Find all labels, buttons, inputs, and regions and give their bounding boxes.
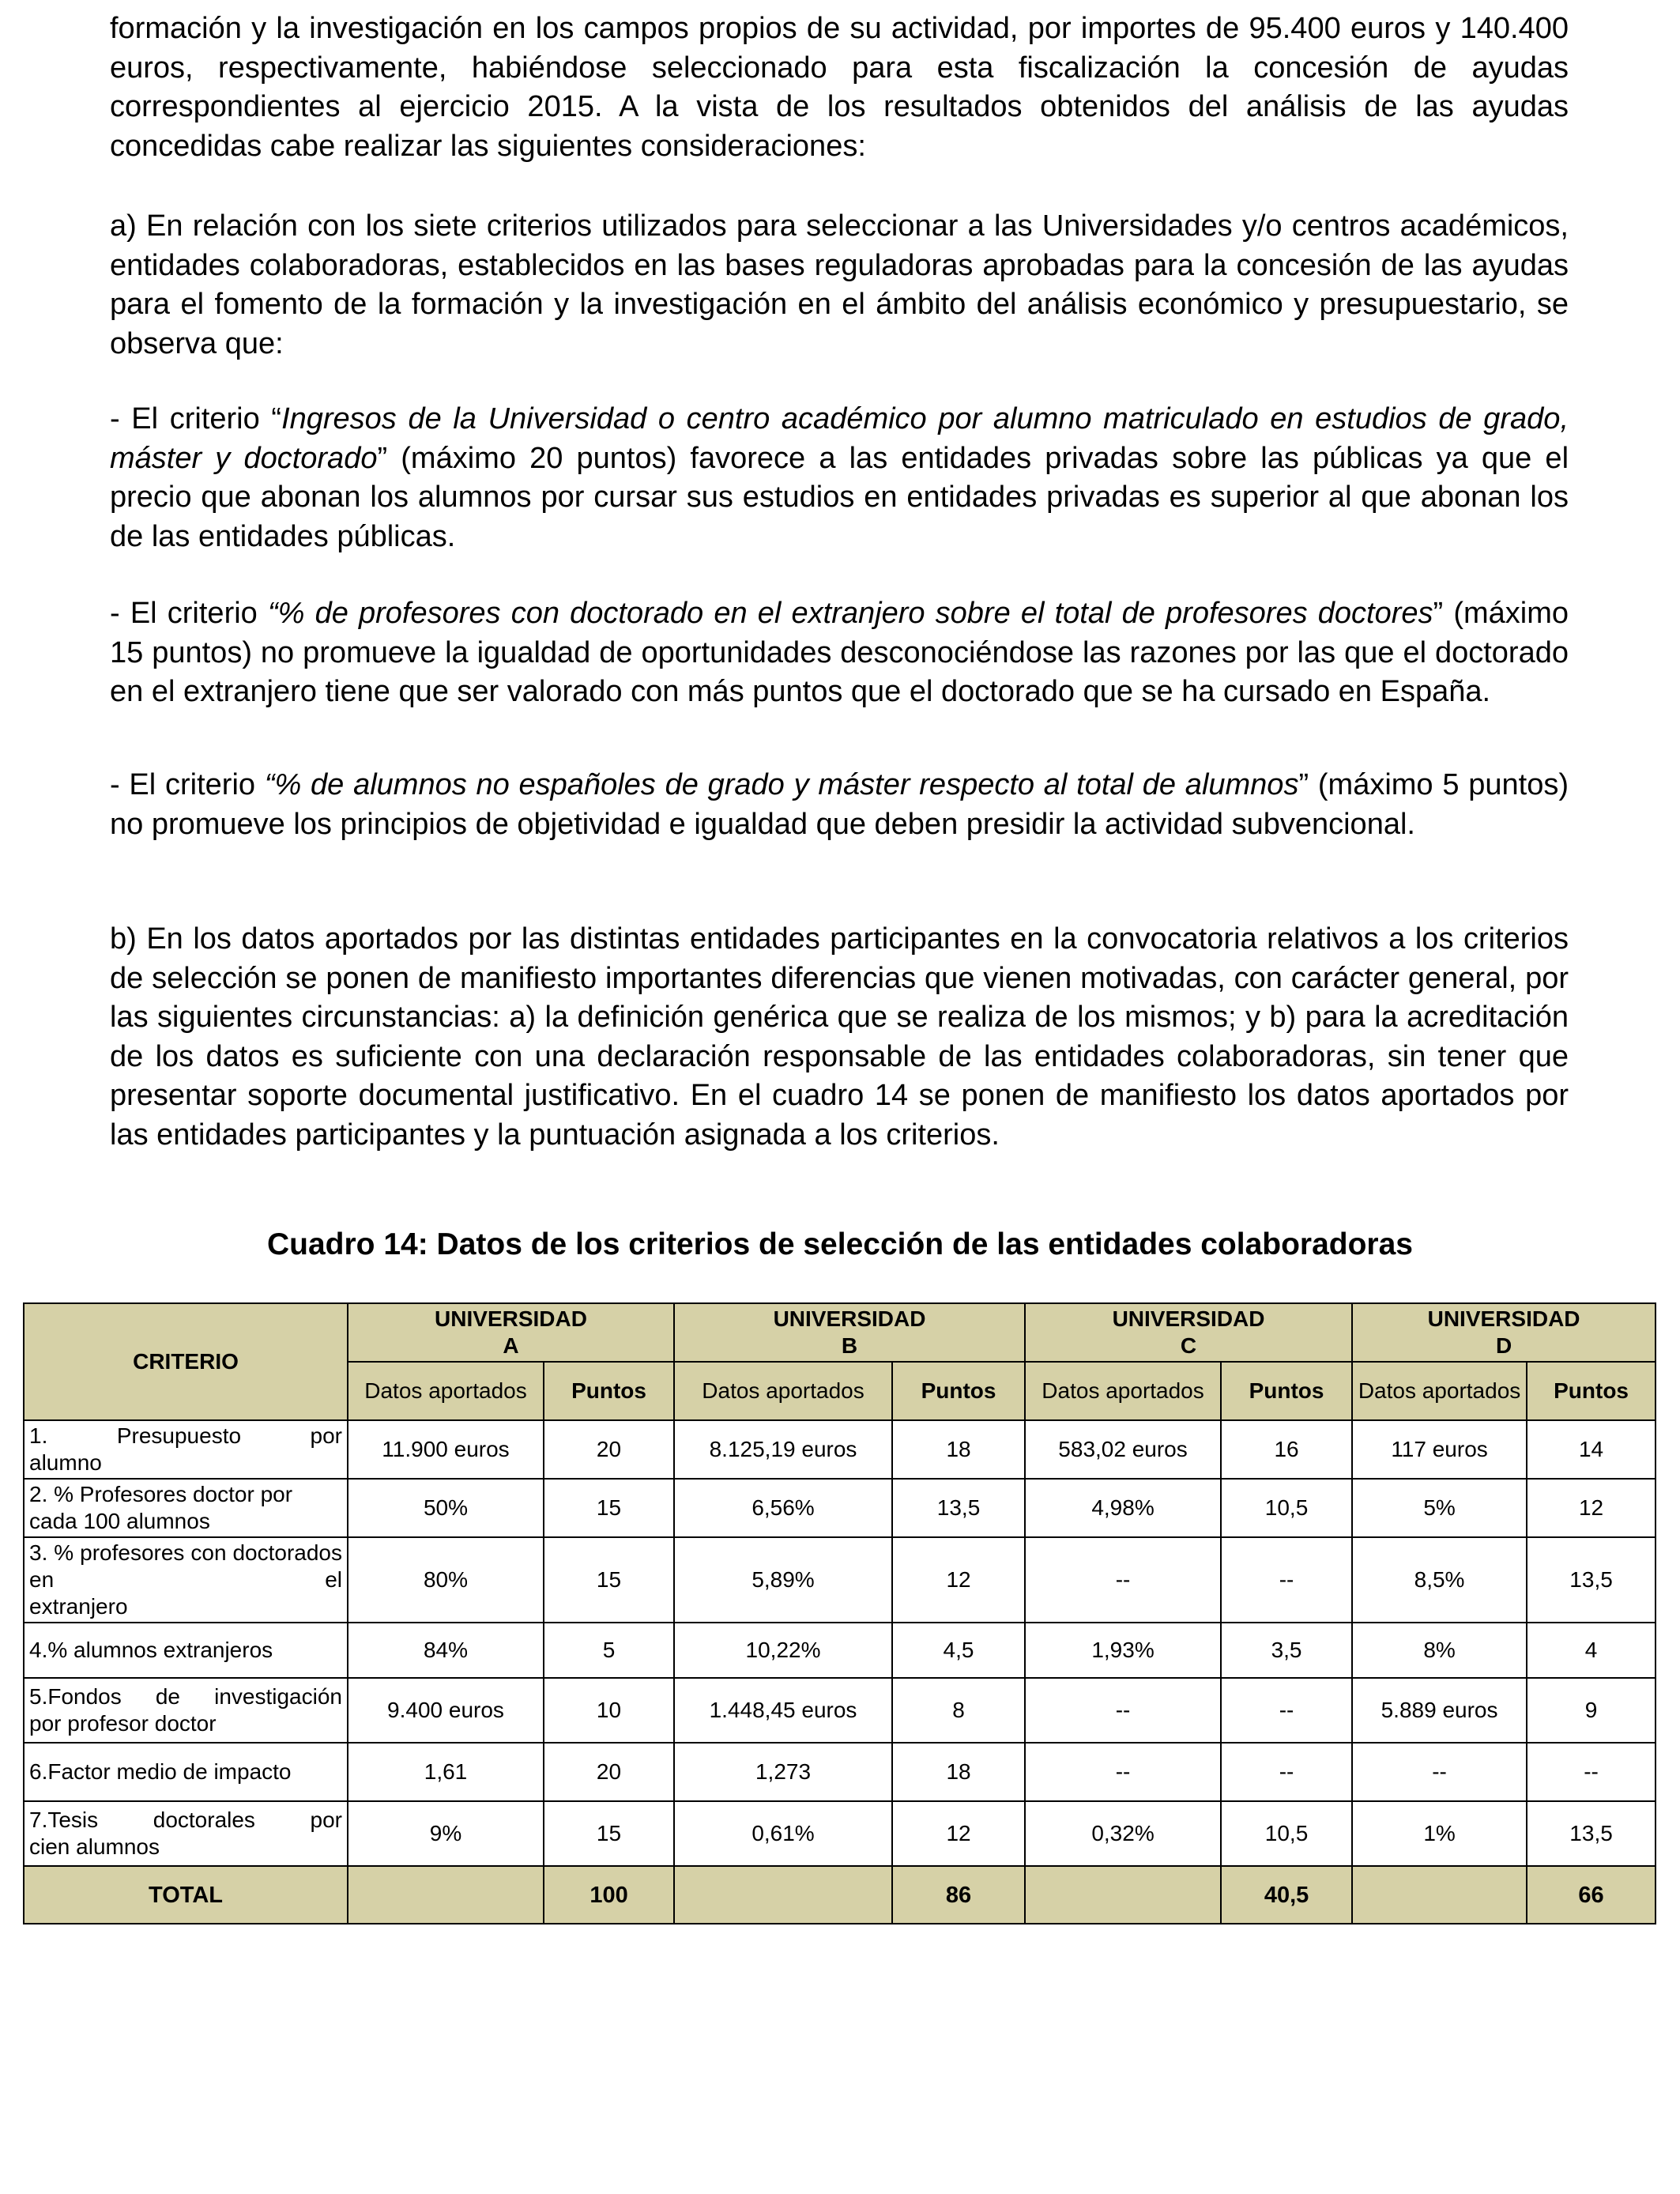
datos-cell: -- [1025,1537,1221,1623]
criterio-cell [24,1537,348,1623]
total-row [24,1866,1656,1924]
criterio-text: 7.Tesis doctorales por [29,1808,342,1832]
puntos-cell: 20 [544,1420,674,1479]
datos-cell: 1.448,45 euros [674,1678,892,1743]
text-run: - El criterio “ [110,402,282,435]
criterio-cell [24,1420,348,1479]
datos-cell: 0,32% [1025,1801,1221,1866]
datos-aportados-header: Datos aportados [348,1362,544,1420]
criterio-text: 6.Factor medio de impacto [29,1759,292,1784]
table-row [24,1420,1656,1479]
university-letter: C [1180,1333,1197,1358]
puntos-header: Puntos [544,1362,674,1420]
puntos-cell: 15 [544,1537,674,1623]
total-cell [348,1866,544,1924]
university-label: UNIVERSIDAD [435,1306,587,1331]
italic-criterion: “% de alumnos no españoles de grado y máster respecto al total de alumnos [264,768,1299,801]
criterio-cell [24,1479,348,1537]
datos-cell: 1% [1352,1801,1527,1866]
total-cell [1352,1866,1527,1924]
datos-cell: 80% [348,1537,544,1623]
italic-criterion: “% de profesores con doctorado en el extranjero sobre el total de profesores doctores [267,597,1433,630]
datos-aportados-header: Datos aportados [1025,1362,1221,1420]
university-letter: D [1495,1333,1512,1358]
datos-cell: -- [1025,1743,1221,1801]
text-run: - El criterio [110,768,265,801]
datos-aportados-header: Datos aportados [1352,1362,1527,1420]
puntos-cell: -- [1221,1537,1352,1623]
puntos-cell: 15 [544,1479,674,1537]
puntos-cell: 5 [544,1623,674,1678]
puntos-cell: 13,5 [1527,1537,1656,1623]
total-cell: 40,5 [1221,1866,1352,1924]
criterio-cell [24,1678,348,1743]
criterio-text: 4.% alumnos extranjeros [29,1638,273,1662]
datos-cell: 1,93% [1025,1623,1221,1678]
puntos-header: Puntos [1527,1362,1656,1420]
total-cell: 100 [544,1866,674,1924]
puntos-cell: 4 [1527,1623,1656,1678]
datos-cell: 6,56% [674,1479,892,1537]
datos-cell: 8.125,19 euros [674,1420,892,1479]
paragraph-text [110,766,1569,844]
criterio-cell [24,1743,348,1801]
university-header-c [1025,1303,1352,1362]
criterio-cell [24,1801,348,1866]
criterio-text: 5.Fondos de investigación [29,1684,342,1709]
total-cell [1025,1866,1221,1924]
datos-cell: 9% [348,1801,544,1866]
table-row [24,1623,1656,1678]
criteria-table [23,1302,1656,1924]
table-body [24,1420,1656,1866]
puntos-cell: 13,5 [1527,1801,1656,1866]
criterio-text: 2. % Profesores doctor por cada 100 alumnos [29,1482,293,1533]
table-title: Cuadro 14: Datos de los criterios de selección de las entidades colaboradoras [267,1227,1413,1261]
puntos-cell: 4,5 [892,1623,1025,1678]
criterio-text-last: alumno [29,1450,102,1475]
total-cell [674,1866,892,1924]
criterio-text: 1. Presupuesto por [29,1423,342,1448]
puntos-cell: 10 [544,1678,674,1743]
puntos-cell: 18 [892,1743,1025,1801]
text-run: - El criterio [110,597,268,630]
criterio-text-last: extranjero [29,1594,128,1619]
puntos-cell: 12 [1527,1479,1656,1537]
table-row [24,1743,1656,1801]
paragraph-text: formación y la investigación en los campos propios de su actividad, por importes de 95.400 euros y 140.400 euros, respectivamente, habiéndose seleccionado para esta fiscalización la concesión de ayudas correspondientes al ejercicio 2015. A la vista de los resultados obtenidos del análisis de las ayudas concedidas cabe realizar las siguientes consideraciones: [110,12,1569,163]
paragraph-b [110,920,1569,1155]
text-run: ” (máximo 15 puntos) no promueve la igualdad de oportunidades desconociéndose las razones por las que el doctorado en el extranjero tiene que ser valorado con más puntos que el doctorado que se ha cursado en España. [110,597,1569,708]
datos-cell: 9.400 euros [348,1678,544,1743]
paragraph-text [110,400,1569,556]
datos-cell: 5% [1352,1479,1527,1537]
puntos-cell: -- [1221,1743,1352,1801]
university-header-a [348,1303,674,1362]
datos-cell: 5.889 euros [1352,1678,1527,1743]
datos-cell: 50% [348,1479,544,1537]
university-letter: A [503,1333,519,1358]
puntos-cell: 12 [892,1537,1025,1623]
university-header-d [1352,1303,1656,1362]
paragraph-criterio-ingresos [110,400,1569,556]
table-row [24,1537,1656,1623]
puntos-cell: 8 [892,1678,1025,1743]
datos-cell: 117 euros [1352,1420,1527,1479]
puntos-cell: 20 [544,1743,674,1801]
table-row [24,1801,1656,1866]
paragraph-text: b) En los datos aportados por las distintas entidades participantes en la convocatoria relativos a los criterios de selección se ponen de manifiesto importantes diferencias que vienen motivadas, con carácter general, por las siguientes circunstancias: a) la definición genérica que se realiza de los mismos; y b) para la acreditación de los datos es suficiente con una declaración responsable de las entidades colaboradoras, sin tener que presentar soporte documental justificativo. En el cuadro 14 se ponen de manifiesto los datos aportados por las entidades participantes y la puntuación asignada a los criterios. [110,922,1569,1152]
puntos-cell: 14 [1527,1420,1656,1479]
criterio-header: CRITERIO [24,1303,348,1420]
text-run: ” (máximo 5 puntos) no promueve los principios de objetividad e igualdad que deben presidir la actividad subvencional. [110,768,1569,841]
university-header-b [674,1303,1025,1362]
puntos-cell: 13,5 [892,1479,1025,1537]
table-header-row [24,1303,1656,1362]
criterio-text: 3. % profesores con doctorados en el [29,1540,342,1592]
puntos-cell: 10,5 [1221,1801,1352,1866]
paragraph-text: a) En relación con los siete criterios utilizados para seleccionar a las Universidades y/o centros académicos, entidades colaboradoras, establecidos en las bases reguladoras aprobadas para la concesión de las ayudas para el fomento de la formación y la investigación en el ámbito del análisis económico y presupuestario, se observa que: [110,209,1569,360]
puntos-cell: 18 [892,1420,1025,1479]
datos-cell: 84% [348,1623,544,1678]
total-label: TOTAL [24,1866,348,1924]
text-run: ” (máximo 20 puntos) favorece a las entidades privadas sobre las públicas ya que el precio que abonan los alumnos por cursar sus estudios en entidades privadas es superior al que abonan los de las entidades públicas. [110,441,1569,553]
puntos-cell: 15 [544,1801,674,1866]
paragraph-criterio-doctorado [110,594,1569,712]
puntos-cell: 16 [1221,1420,1352,1479]
datos-cell: 10,22% [674,1623,892,1678]
university-label: UNIVERSIDAD [1112,1306,1265,1331]
criterio-cell [24,1623,348,1678]
datos-cell: 1,61 [348,1743,544,1801]
datos-aportados-header: Datos aportados [674,1362,892,1420]
datos-cell: 1,273 [674,1743,892,1801]
puntos-header: Puntos [1221,1362,1352,1420]
italic-criterion: Ingresos de la Universidad o centro académico por alumno matriculado en estudios de grado, máster y doctorado [110,402,1569,475]
criterio-text-last: cien alumnos [29,1834,160,1859]
puntos-cell: -- [1527,1743,1656,1801]
university-label: UNIVERSIDAD [773,1306,926,1331]
datos-cell: -- [1352,1743,1527,1801]
datos-cell: 583,02 euros [1025,1420,1221,1479]
paragraph-criterio-alumnos [110,766,1569,844]
datos-cell: -- [1025,1678,1221,1743]
total-cell: 86 [892,1866,1025,1924]
total-cell: 66 [1527,1866,1656,1924]
paragraph-text [110,594,1569,712]
puntos-cell: 3,5 [1221,1623,1352,1678]
puntos-cell: 9 [1527,1678,1656,1743]
datos-cell: 8,5% [1352,1537,1527,1623]
datos-cell: 11.900 euros [348,1420,544,1479]
university-letter: B [841,1333,858,1358]
datos-cell: 8% [1352,1623,1527,1678]
paragraph-intro [110,9,1569,166]
datos-cell: 4,98% [1025,1479,1221,1537]
table-row [24,1678,1656,1743]
puntos-cell: 10,5 [1221,1479,1352,1537]
puntos-cell: 12 [892,1801,1025,1866]
university-label: UNIVERSIDAD [1427,1306,1580,1331]
table-row [24,1479,1656,1537]
datos-cell: 0,61% [674,1801,892,1866]
datos-cell: 5,89% [674,1537,892,1623]
paragraph-a [110,207,1569,364]
criterio-text-last: por profesor doctor [29,1711,217,1736]
puntos-cell: -- [1221,1678,1352,1743]
puntos-header: Puntos [892,1362,1025,1420]
